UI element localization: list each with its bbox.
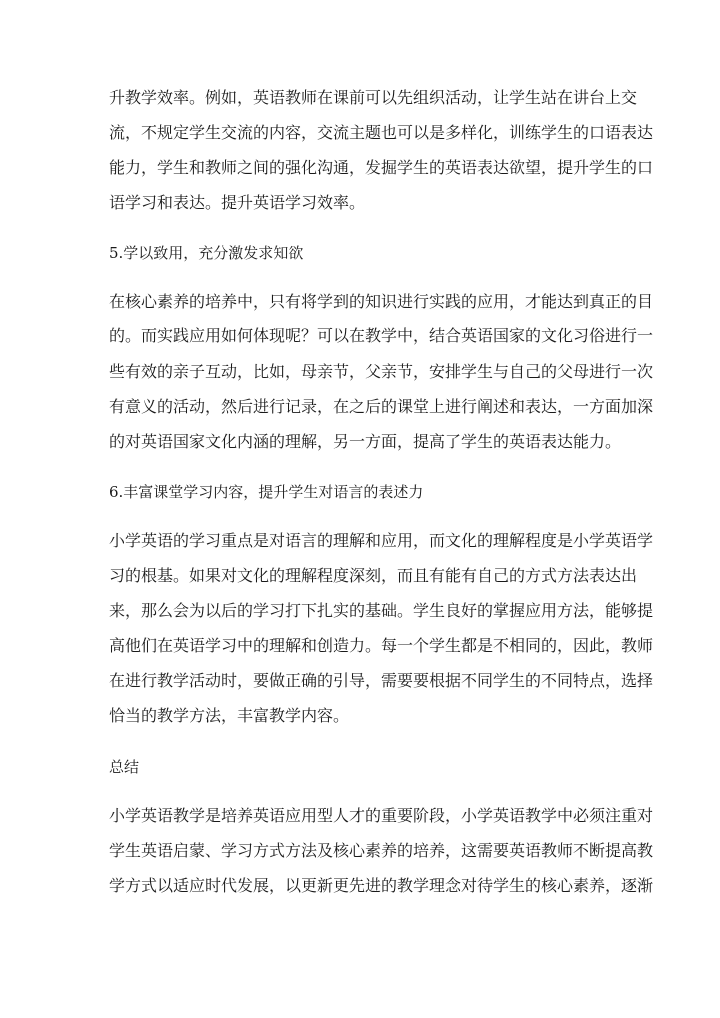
body-line: 能力，学生和教师之间的强化沟通，发掘学生的英语表达欲望，提升学生的口	[109, 158, 654, 177]
body-line: 升教学效率。例如，英语教师在课前可以先组织活动，让学生站在讲台上交	[109, 88, 638, 107]
section-heading: 6.丰富课堂学习内容，提升学生对语言的表述力	[109, 483, 424, 501]
section-heading: 总结	[109, 758, 140, 776]
body-line: 学生英语启蒙、学习方式方法及核心素养的培养，这需要英语教师不断提高教	[109, 841, 654, 860]
body-line: 些有效的亲子互动，比如，母亲节，父亲节，安排学生与自己的父母进行一次	[109, 362, 654, 381]
body-line: 小学英语教学是培养英语应用型人才的重要阶段，小学英语教学中必须注重对	[109, 806, 654, 825]
body-line: 高他们在英语学习中的理解和创造力。每一个学生都是不相同的，因此，教师	[109, 636, 654, 655]
body-line: 流，不规定学生交流的内容，交流主题也可以是多样化，训练学生的口语表达	[109, 123, 654, 142]
body-line: 小学英语的学习重点是对语言的理解和应用，而文化的理解程度是小学英语学	[109, 531, 654, 550]
body-line: 的对英语国家文化内涵的理解，另一方面，提高了学生的英语表达能力。	[109, 432, 622, 451]
body-line: 有意义的活动，然后进行记录，在之后的课堂上进行阐述和表达，一方面加深	[109, 397, 654, 416]
section-heading: 5.学以致用，充分激发求知欲	[109, 244, 304, 262]
body-line: 来，那么会为以后的学习打下扎实的基础。学生良好的掌握应用方法，能够提	[109, 601, 654, 620]
body-line: 习的根基。如果对文化的理解程度深刻，而且有能有自己的方式方法表达出	[109, 566, 638, 585]
body-line: 在进行教学活动时，要做正确的引导，需要要根据不同学生的不同特点，选择	[109, 671, 654, 690]
body-line: 在核心素养的培养中，只有将学到的知识进行实践的应用，才能达到真正的目	[109, 292, 654, 311]
body-line: 的。而实践应用如何体现呢？可以在教学中，结合英语国家的文化习俗进行一	[109, 326, 654, 345]
body-line: 学方式以适应时代发展，以更新更先进的教学理念对待学生的核心素养，逐渐	[109, 876, 654, 895]
body-line: 语学习和表达。提升英语学习效率。	[109, 193, 366, 212]
body-line: 恰当的教学方法，丰富教学内容。	[109, 706, 350, 725]
